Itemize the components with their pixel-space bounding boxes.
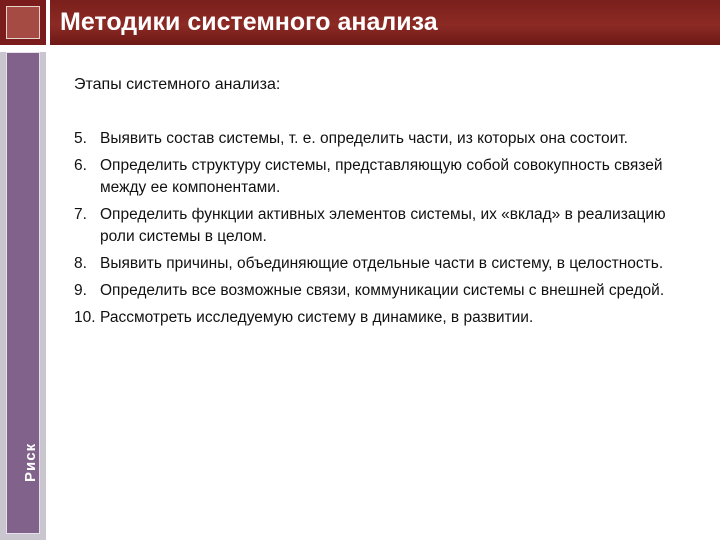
step-item bbox=[74, 280, 704, 302]
side-top-block bbox=[0, 0, 46, 45]
step-text: Выявить причины, объединяющие отдельные части в систему, в целостность. bbox=[100, 255, 664, 272]
step-text: Выявить состав системы, т. е. определить части, из которых она состоит. bbox=[100, 130, 628, 147]
subtitle: Этапы системного анализа: bbox=[74, 76, 281, 93]
step-item bbox=[74, 204, 704, 248]
side-top-panel bbox=[6, 6, 40, 39]
step-number: 5. bbox=[74, 130, 87, 147]
step-number: 10. bbox=[74, 309, 96, 326]
side-label: Риск bbox=[22, 442, 39, 482]
step-number: 9. bbox=[74, 282, 87, 299]
steps-list bbox=[74, 128, 704, 334]
title-banner bbox=[50, 0, 720, 45]
step-number: 8. bbox=[74, 255, 87, 272]
page-title: Методики системного анализа bbox=[60, 8, 438, 36]
step-number: 6. bbox=[74, 157, 87, 174]
step-text: Определить функции активных элементов системы, их «вклад» в реализацию роли системы в целом. bbox=[100, 206, 666, 245]
step-text: Определить все возможные связи, коммуникации системы с внешней средой. bbox=[100, 282, 665, 299]
step-text: Определить структуру системы, представляющую собой совокупность связей между ее компонентами. bbox=[100, 157, 663, 196]
step-item bbox=[74, 307, 704, 329]
step-text: Рассмотреть исследуемую систему в динамике, в развитии. bbox=[100, 309, 534, 326]
step-item bbox=[74, 155, 704, 199]
step-number: 7. bbox=[74, 206, 87, 223]
step-item bbox=[74, 253, 704, 275]
step-item bbox=[74, 128, 704, 150]
